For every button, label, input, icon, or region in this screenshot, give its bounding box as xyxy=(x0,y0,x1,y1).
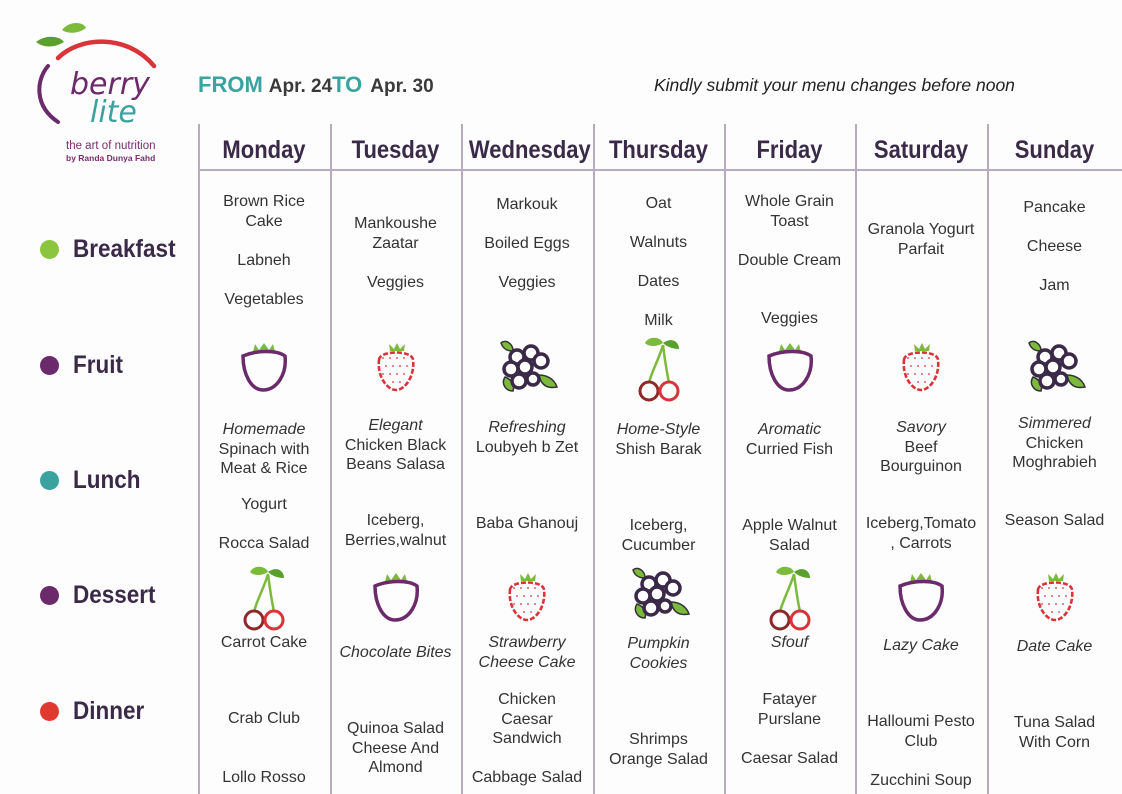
menu-item-line: Brown Rice xyxy=(223,193,305,210)
dinner-cell xyxy=(461,690,593,788)
menu-item-line: Lazy Cake xyxy=(883,637,959,654)
menu-item-line: Mankoushe xyxy=(354,215,437,232)
raspberry-icon xyxy=(369,338,423,401)
lunch-dish-line: Beef xyxy=(904,438,938,456)
menu-item-line xyxy=(724,270,855,290)
meal-label: Breakfast xyxy=(73,235,176,263)
purple-berry-icon xyxy=(763,338,817,401)
menu-item-line: Iceberg,Tomato xyxy=(865,515,977,532)
meal-dot xyxy=(40,471,59,490)
menu-item-line xyxy=(724,290,855,310)
menu-item-line: Cheese And xyxy=(351,739,440,757)
svg-text:lite: lite xyxy=(90,95,137,130)
menu-item-line: Sfouf xyxy=(770,634,809,651)
lunch-side-cell xyxy=(855,514,987,553)
lunch-main-cell xyxy=(330,416,461,475)
menu-item-line: Oat xyxy=(645,195,672,212)
lunch-main-cell xyxy=(987,414,1122,473)
breakfast-cell xyxy=(855,220,987,259)
header-note: Kindly submit your menu changes before noon xyxy=(654,75,1015,95)
menu-item-line: Halloumi Pesto xyxy=(867,713,975,730)
dessert-cell xyxy=(198,633,330,653)
menu-item-line xyxy=(198,729,330,749)
menu-item-line: Parfait xyxy=(897,240,945,258)
day-header-friday: Friday xyxy=(756,136,823,164)
lunch-main-cell xyxy=(198,420,330,479)
lunch-dish-line: Curried Fish xyxy=(745,440,834,458)
lunch-side-cell xyxy=(461,514,593,534)
menu-item-line: Markouk xyxy=(496,196,558,213)
menu-item-line: Sandwich xyxy=(492,730,562,747)
dessert-cell xyxy=(987,637,1122,657)
lunch-main-cell xyxy=(724,420,855,459)
lunch-dish-line: Bourguinon xyxy=(880,458,962,475)
lunch-side-cell xyxy=(724,516,855,555)
lunch-style: Aromatic xyxy=(757,421,822,438)
dessert-cell xyxy=(724,633,855,653)
breakfast-cell xyxy=(461,195,593,293)
breakfast-cell xyxy=(987,198,1122,296)
menu-item-line xyxy=(198,270,330,290)
menu-item-line: Strawberry xyxy=(488,634,566,651)
menu-item-line: Zucchini Soup xyxy=(870,771,972,789)
menu-item-line: Caesar xyxy=(501,710,553,728)
dinner-cell xyxy=(198,709,330,787)
lunch-main-cell xyxy=(593,420,724,459)
menu-item-line: Fatayer xyxy=(762,691,817,708)
menu-item-line: Walnuts xyxy=(629,234,688,251)
menu-item-line: Milk xyxy=(644,312,673,329)
meal-row-fruit xyxy=(40,351,129,380)
menu-item-line: Salad xyxy=(769,536,810,554)
menu-item-line: Caesar Salad xyxy=(741,749,838,767)
menu-item-line xyxy=(198,231,330,251)
dinner-cell xyxy=(593,730,724,769)
menu-item-line: Iceberg, xyxy=(366,512,425,529)
menu-item-line: Baba Ghanouj xyxy=(475,515,579,532)
lunch-style: Home-Style xyxy=(616,421,701,438)
dinner-cell xyxy=(724,690,855,768)
lunch-dish-line: Loubyeh b Zet xyxy=(475,438,579,456)
logo-author: by Randa Dunya Fahd xyxy=(66,153,156,163)
menu-item-line: Veggies xyxy=(761,310,818,327)
lunch-style: Elegant xyxy=(368,417,423,434)
cherry-icon xyxy=(635,333,683,408)
menu-item-line: Chocolate Bites xyxy=(339,644,452,661)
menu-item-line: Chicken xyxy=(498,691,556,708)
meal-label: Lunch xyxy=(73,466,141,494)
menu-item-line xyxy=(593,292,724,312)
menu-item-line: Veggies xyxy=(498,274,556,291)
menu-item-line xyxy=(593,214,724,234)
lunch-main-cell xyxy=(461,418,593,457)
lunch-side-cell xyxy=(330,511,461,550)
menu-item-line: Veggies xyxy=(367,273,424,291)
grapes-icon xyxy=(1023,335,1087,404)
date-range xyxy=(198,72,434,98)
meal-label: Dinner xyxy=(73,697,145,725)
lunch-side-cell xyxy=(593,516,724,555)
meal-dot xyxy=(40,240,59,259)
menu-item-line: Labneh xyxy=(237,251,291,269)
menu-item-line: Almond xyxy=(368,759,423,776)
menu-item-line: Granola Yogurt xyxy=(867,221,975,238)
menu-item-line: Whole Grain xyxy=(745,193,834,210)
menu-item-line: Pumpkin xyxy=(627,635,690,652)
menu-item-line xyxy=(987,257,1122,277)
breakfast-cell xyxy=(724,192,855,329)
logo xyxy=(28,18,168,168)
menu-item-line: Cheese Cake xyxy=(478,653,576,671)
menu-item-line: Cabbage Salad xyxy=(471,769,583,786)
day-header-monday: Monday xyxy=(222,136,306,164)
menu-item-line: Club xyxy=(904,732,938,750)
purple-berry-icon xyxy=(369,568,423,631)
raspberry-icon xyxy=(1028,568,1082,631)
menu-item-line xyxy=(330,253,461,273)
menu-item-line: Orange Salad xyxy=(609,750,708,768)
breakfast-cell xyxy=(593,194,724,331)
menu-item-line: Cake xyxy=(245,212,283,230)
day-header-saturday: Saturday xyxy=(873,136,969,164)
meal-row-lunch xyxy=(40,466,148,495)
svg-text:berry: berry xyxy=(70,67,150,102)
lunch-dish-line: Shish Barak xyxy=(615,440,702,458)
meal-dot xyxy=(40,702,59,721)
cherry-icon xyxy=(240,562,288,637)
menu-item-line: Lollo Rosso xyxy=(222,768,306,786)
menu-item-line: Shrimps xyxy=(629,731,688,748)
raspberry-icon xyxy=(894,338,948,401)
lunch-style: Refreshing xyxy=(488,419,566,436)
menu-item-line: Purslane xyxy=(757,710,822,728)
menu-item-line: Tuna Salad xyxy=(1013,714,1096,731)
day-header-sunday: Sunday xyxy=(1014,136,1095,164)
menu-item-line: Zaatar xyxy=(372,234,419,252)
meal-label: Fruit xyxy=(73,351,123,379)
lunch-dish-line: Chicken xyxy=(1025,434,1084,452)
to-label: TO xyxy=(332,72,363,97)
raspberry-icon xyxy=(500,568,554,631)
menu-item-line: Double Cream xyxy=(737,251,842,269)
grapes-icon xyxy=(627,562,691,631)
lunch-dish-line: Spinach with xyxy=(218,440,310,458)
menu-item-line: Apple Walnut xyxy=(742,517,837,534)
menu-item-line: Season Salad xyxy=(1004,512,1105,529)
menu-item-line xyxy=(724,729,855,749)
menu-item-line xyxy=(461,749,593,769)
lunch-main-cell xyxy=(855,418,987,477)
menu-item-line xyxy=(461,215,593,235)
to-date: Apr. 30 xyxy=(370,76,434,97)
menu-item-line: Date Cake xyxy=(1016,638,1093,655)
berry-lite-logo-icon xyxy=(28,18,168,138)
menu-item-line: Dates xyxy=(637,273,680,290)
dessert-cell xyxy=(330,643,461,663)
menu-item-line: Cookies xyxy=(629,654,688,672)
menu-item-line xyxy=(855,751,987,771)
menu-item-line: Quinoa Salad xyxy=(347,720,444,737)
lunch-style: Simmered xyxy=(1018,415,1091,432)
lunch-dish-line: Chicken Black xyxy=(344,436,447,454)
menu-item-line: Rocca Salad xyxy=(218,535,310,552)
dinner-cell xyxy=(987,713,1122,752)
day-header-tuesday: Tuesday xyxy=(351,136,440,164)
meal-row-dinner xyxy=(40,697,152,726)
menu-item-line: Boiled Eggs xyxy=(484,235,570,252)
menu-item-line: Toast xyxy=(770,212,809,230)
meal-row-dessert xyxy=(40,581,165,610)
lunch-side-cell xyxy=(198,495,330,554)
lunch-style: Savory xyxy=(896,419,946,436)
day-header-wednesday: Wednesday xyxy=(468,136,591,164)
dessert-cell xyxy=(855,636,987,656)
purple-berry-icon xyxy=(894,568,948,631)
dinner-cell xyxy=(330,719,461,778)
from-date: Apr. 24 xyxy=(268,76,333,97)
menu-item-line xyxy=(593,253,724,273)
purple-berry-icon xyxy=(237,338,291,401)
logo-tagline: the art of nutrition xyxy=(66,140,156,152)
lunch-style: Homemade xyxy=(222,421,306,438)
cherry-icon xyxy=(766,562,814,637)
menu-item-line: Crab Club xyxy=(227,710,301,727)
meal-dot xyxy=(40,586,59,605)
grapes-icon xyxy=(495,335,559,404)
dinner-cell xyxy=(855,712,987,790)
breakfast-cell xyxy=(198,192,330,309)
menu-item-line: Cucumber xyxy=(621,536,696,554)
day-header-thursday: Thursday xyxy=(608,136,709,164)
from-label: FROM xyxy=(198,72,263,97)
breakfast-cell xyxy=(330,214,461,292)
menu-item-line xyxy=(198,748,330,768)
menu-item-line xyxy=(987,218,1122,238)
header-divider xyxy=(198,169,1122,171)
lunch-dish-line: Meat & Rice xyxy=(220,460,308,477)
dessert-cell xyxy=(593,634,724,673)
menu-item-line: Iceberg, xyxy=(629,517,688,534)
menu-item-line: Vegetables xyxy=(224,290,304,308)
meal-label: Dessert xyxy=(73,581,156,609)
lunch-side-cell xyxy=(987,511,1122,531)
lunch-dish-line: Moghrabieh xyxy=(1012,454,1097,471)
menu-item-line xyxy=(198,515,330,535)
menu-item-line: Yogurt xyxy=(241,496,287,513)
menu-item-line: , Carrots xyxy=(890,534,952,552)
lunch-dish-line: Beans Salasa xyxy=(346,456,445,473)
meal-row-breakfast xyxy=(40,235,187,264)
menu-item-line: With Corn xyxy=(1018,733,1091,751)
menu-item-line: Cheese xyxy=(1026,238,1083,255)
menu-item-line: Pancake xyxy=(1023,199,1086,216)
meal-dot xyxy=(40,356,59,375)
menu-item-line: Berries,walnut xyxy=(344,531,447,549)
menu-item-line: Carrot Cake xyxy=(220,634,308,651)
dessert-cell xyxy=(461,633,593,672)
menu-item-line: Jam xyxy=(1039,277,1070,294)
menu-item-line xyxy=(461,254,593,274)
menu-item-line xyxy=(724,231,855,251)
